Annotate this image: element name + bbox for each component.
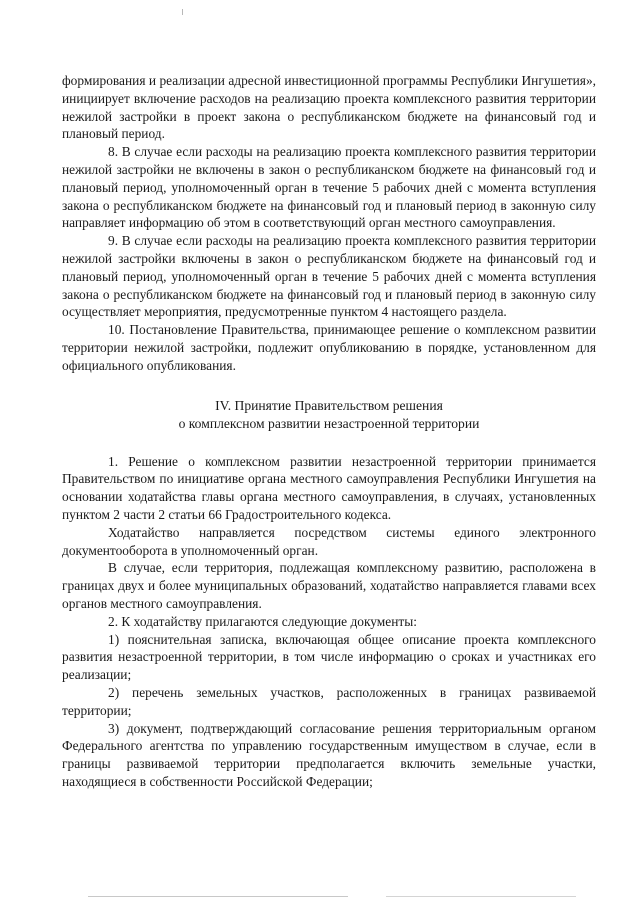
paragraph-item-10: 10. Постановление Правительства, принимающее решение о комплексном развитии территории нежилой застройки, подлежит опубликованию в порядке, установленном для официального опубликования.	[62, 322, 596, 373]
section-heading	[62, 397, 596, 433]
paragraph-continuation: формирования и реализации адресной инвестиционной программы Республики Ингушетия», инициирует включение расходов на реализацию проекта комплексного развития территории нежилой застройки в проект закона о республиканском бюджете на финансовый год и плановый период.	[62, 73, 596, 142]
scan-artifact-top	[182, 9, 183, 15]
scan-artifact-bottom-right	[386, 896, 576, 897]
paragraph-item-1: 1. Решение о комплексном развитии незастроенной территории принимается Правительством по инициативе органа местного самоуправления Республики Ингушетия на основании ходатайства главы органа местного самоуправления, в случаях, установленных пунктом 2 части 2 статьи 66 Градостроительного кодекса.	[62, 453, 596, 522]
list-item-2: 2) перечень земельных участков, расположенных в границах развиваемой территории;	[62, 684, 596, 718]
list-item-1: 1) пояснительная записка, включающая общее описание проекта комплексного развития незастроенной территории, в том числе информацию о сроках и участниках его реализации;	[62, 631, 596, 683]
paragraph-petition: Ходатайство направляется посредством системы единого электронного документооборота в уполномоченный орган.	[62, 524, 596, 558]
paragraph-item-2: 2. К ходатайству прилагаются следующие документы:	[108, 613, 417, 629]
document-page	[62, 72, 596, 791]
paragraph-item-8: 8. В случае если расходы на реализацию проекта комплексного развития территории нежилой застройки не включены в закон о республиканском бюджете на финансовый год и плановый период, уполномоченный орган в течение 5 рабочих дней с момента вступления закона о республиканском бюджете на финансовый год и плановый период в законную силу направляет информацию об этом в соответствующий орган местного самоуправления.	[62, 144, 596, 231]
section-heading-line-1: IV. Принятие Правительством решения	[215, 397, 443, 413]
paragraph-item-9: 9. В случае если расходы на реализацию проекта комплексного развития территории нежилой застройки включены в закон о республиканском бюджете на финансовый год и плановый период, уполномоченный орган в течение 5 рабочих дней с момента вступления закона о республиканском бюджете на финансовый год и плановый период в законную силу осуществляет мероприятия, предусмотренные пунктом 4 настоящего раздела.	[62, 233, 596, 320]
list-item-3: 3) документ, подтверждающий согласование решения территориальным органом Федерального агентства по управлению государственным имуществом в случае, если в границы развиваемой территории предполагается включить земельные участки, находящиеся в собственности Российской Федерации;	[62, 720, 596, 789]
paragraph-multiple-municipalities: В случае, если территория, подлежащая комплексному развитию, расположена в границах двух и более муниципальных образований, ходатайство направляется главами всех органов местного самоуправления.	[62, 560, 596, 611]
section-heading-line-2: о комплексном развитии незастроенной территории	[178, 415, 480, 431]
scan-artifact-bottom-left	[88, 896, 348, 897]
